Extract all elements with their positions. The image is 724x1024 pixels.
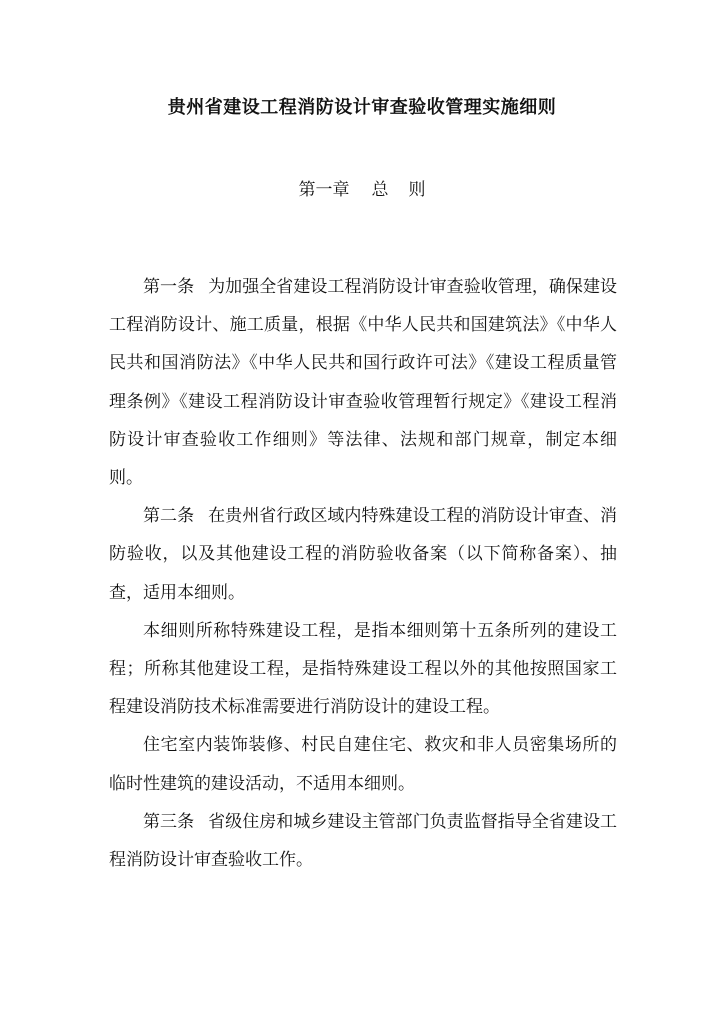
paragraph-text: 省级住房和城乡建设主管部门负责监督指导全省建设工程消防设计审查验收工作。 bbox=[109, 811, 618, 871]
paragraph-text: 为加强全省建设工程消防设计审查验收管理，确保建设工程消防设计、施工质量，根据《中华人民共和国建筑法》《中华人民共和国消防法》《中华人民共和国行政许可法》《建设工程质量管理条例》《建设工程消防设计审查验收管理暂行规定》《建设工程消防设计审查验收工作细则》等法律、法规和部门规章，制定本细则。 bbox=[109, 277, 618, 489]
paragraph-text: 本细则所称特殊建设工程，是指本细则第十五条所列的建设工程；所称其他建设工程，是指特殊建设工程以外的其他按照国家工程建设消防技术标准需要进行消防设计的建设工程。 bbox=[109, 620, 617, 718]
article-number: 第三条 bbox=[143, 811, 195, 832]
chapter-heading bbox=[0, 176, 724, 204]
paragraph-text: 住宅室内装饰装修、村民自建住宅、救灾和非人员密集场所的临时性建筑的建设活动，不适用本细则。 bbox=[109, 735, 617, 794]
article-number: 第一条 bbox=[143, 277, 195, 297]
article-paragraph bbox=[109, 803, 617, 879]
article-paragraph bbox=[109, 497, 617, 612]
paragraph bbox=[109, 726, 617, 802]
paragraph-text: 在贵州省行政区域内特殊建设工程的消防设计审查、消防验收，以及其他建设工程的消防验收备案（以下简称备案）、抽查，适用本细则。 bbox=[109, 506, 618, 603]
paragraph bbox=[109, 612, 617, 727]
chapter-number: 第一章 bbox=[298, 180, 350, 200]
document-title: 贵州省建设工程消防设计审查验收管理实施细则 bbox=[167, 97, 557, 118]
article-paragraph bbox=[109, 268, 617, 497]
chapter-name-part1: 总 bbox=[371, 180, 389, 200]
chapter-name-part2: 则 bbox=[408, 180, 426, 200]
document-body bbox=[109, 268, 617, 879]
article-number: 第二条 bbox=[143, 506, 195, 527]
